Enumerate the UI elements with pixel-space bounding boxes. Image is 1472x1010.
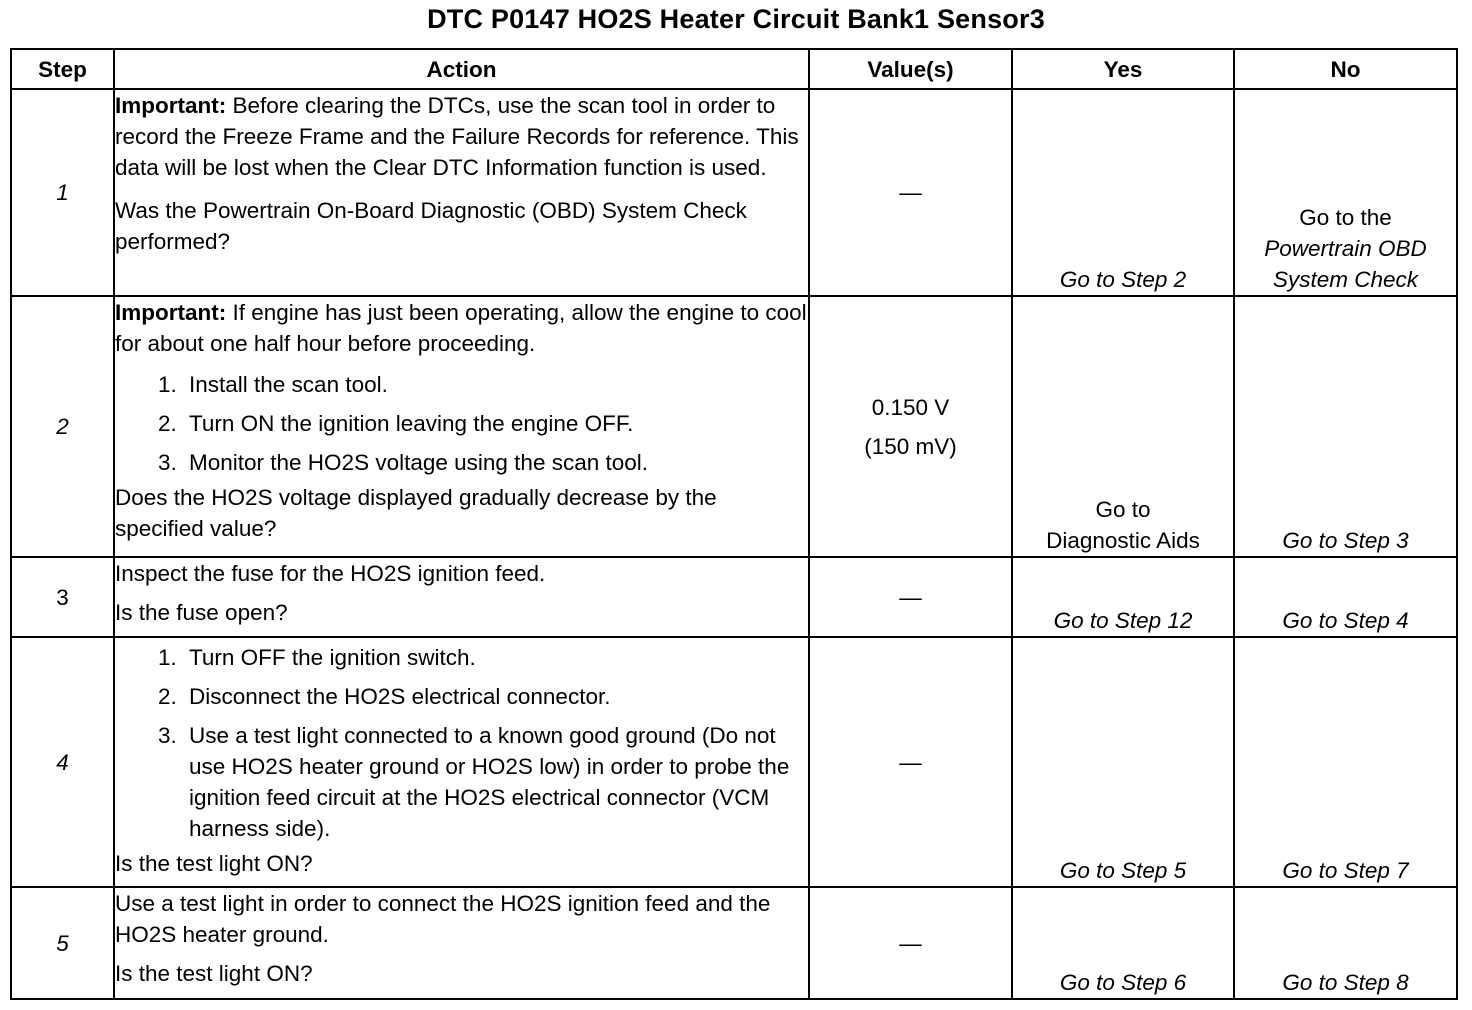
- table-header-row: [11, 49, 1457, 89]
- step-number: 1: [11, 89, 114, 296]
- no-link[interactable]: Go to Step 7: [1234, 637, 1457, 887]
- list-item: 2. Turn ON the ignition leaving the engine OFF.: [183, 408, 808, 439]
- header-values: Value(s): [809, 49, 1012, 89]
- procedure-list: [115, 369, 808, 478]
- no-link[interactable]: Go to Step 8: [1234, 887, 1457, 999]
- action-question: Does the HO2S voltage displayed gradually decrease by the specified value?: [115, 485, 717, 541]
- list-item: 1. Install the scan tool.: [183, 369, 808, 400]
- header-no: No: [1234, 49, 1457, 89]
- action-text: Inspect the fuse for the HO2S ignition feed.: [115, 561, 546, 586]
- yes-link-prefix: Go to: [1095, 497, 1151, 522]
- yes-link[interactable]: Go to Step 6: [1012, 887, 1234, 999]
- list-item: 1. Turn OFF the ignition switch.: [183, 642, 808, 673]
- action-question: Was the Powertrain On-Board Diagnostic (OBD) System Check performed?: [115, 198, 747, 254]
- action-cell: [114, 296, 809, 557]
- action-cell: [114, 887, 809, 999]
- header-step: Step: [11, 49, 114, 89]
- action-question: Is the test light ON?: [115, 851, 313, 876]
- value-cell: —: [809, 637, 1012, 887]
- procedure-list: [115, 642, 808, 844]
- yes-link[interactable]: Go to Step 5: [1012, 637, 1234, 887]
- action-question: Is the test light ON?: [115, 961, 313, 986]
- table-row-step-3: [11, 557, 1457, 637]
- yes-link[interactable]: Diagnostic Aids: [1046, 528, 1200, 553]
- table-row-step-5: [11, 887, 1457, 999]
- step-number: 3: [11, 557, 114, 637]
- diagnostic-table: [10, 48, 1458, 1000]
- value-cell: [809, 296, 1012, 557]
- no-link[interactable]: Go to Step 4: [1234, 557, 1457, 637]
- important-label: Important:: [115, 93, 227, 118]
- action-cell: [114, 637, 809, 887]
- list-item: 3. Use a test light connected to a known good ground (Do not use HO2S heater ground or HO2S low) in order to probe the ignition feed circuit at the HO2S electrical connector (VCM harness side).: [183, 720, 808, 844]
- no-link[interactable]: Go to Step 3: [1234, 296, 1457, 557]
- important-note: [115, 90, 808, 183]
- table-row-step-1: [11, 89, 1457, 296]
- list-item: 2. Disconnect the HO2S electrical connector.: [183, 681, 808, 712]
- important-text: Before clearing the DTCs, use the scan tool in order to record the Freeze Frame and the Failure Records for reference. This data will be lost when the Clear DTC Information function is used.: [115, 93, 799, 180]
- table-row-step-2: [11, 296, 1457, 557]
- value-cell: —: [809, 887, 1012, 999]
- step-number: 5: [11, 887, 114, 999]
- yes-cell: [1012, 296, 1234, 557]
- yes-link[interactable]: Go to Step 2: [1012, 89, 1234, 296]
- no-link[interactable]: Powertrain OBD System Check: [1264, 236, 1427, 292]
- important-label: Important:: [115, 300, 227, 325]
- header-yes: Yes: [1012, 49, 1234, 89]
- value-cell: —: [809, 89, 1012, 296]
- action-question: Is the fuse open?: [115, 600, 288, 625]
- no-link-prefix: Go to the: [1299, 205, 1392, 230]
- table-row-step-4: [11, 637, 1457, 887]
- no-cell: [1234, 89, 1457, 296]
- value-volts: 0.150 V: [871, 394, 950, 420]
- action-cell: [114, 557, 809, 637]
- step-number: 4: [11, 637, 114, 887]
- step-number: 2: [11, 296, 114, 557]
- list-item: 3. Monitor the HO2S voltage using the scan tool.: [183, 447, 808, 478]
- important-text: If engine has just been operating, allow the engine to cool for about one half hour before proceeding.: [115, 300, 807, 356]
- value-cell: —: [809, 557, 1012, 637]
- important-note: [115, 297, 808, 359]
- header-action: Action: [114, 49, 809, 89]
- action-cell: [114, 89, 809, 296]
- yes-link[interactable]: Go to Step 12: [1012, 557, 1234, 637]
- action-text: Use a test light in order to connect the HO2S ignition feed and the HO2S heater ground.: [115, 891, 771, 947]
- document-title: DTC P0147 HO2S Heater Circuit Bank1 Sensor3: [427, 4, 1045, 34]
- value-millivolts: (150 mV): [864, 433, 957, 459]
